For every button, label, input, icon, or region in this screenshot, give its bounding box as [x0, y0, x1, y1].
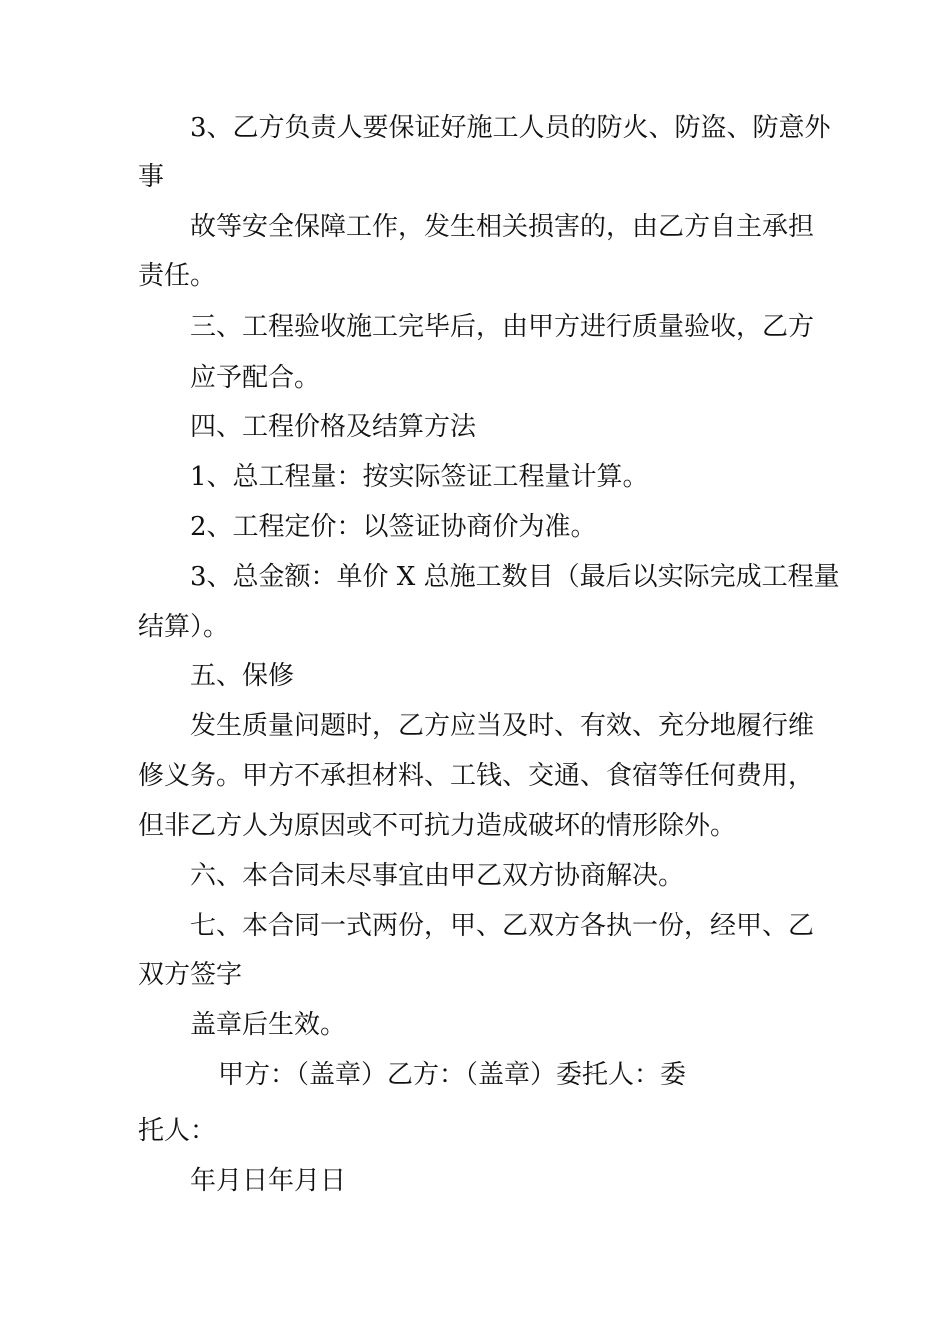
clause-safety-line-3: 故等安全保障工作，发生相关损害的，由乙方自主承担 [190, 212, 815, 242]
clause-safety-line-4: 责任。 [138, 261, 217, 291]
section-acceptance-line-1: 三、工程验收施工完毕后，由甲方进行质量验收，乙方 [190, 312, 815, 342]
warranty-text-line-1: 发生质量问题时，乙方应当及时、有效、充分地履行维 [190, 711, 815, 741]
warranty-text-line-3: 但非乙方人为原因或不可抗力造成破坏的情形除外。 [138, 811, 737, 841]
clause-total-amount-line-1: 3、总金额：单价 X 总施工数目（最后以实际完成工程量 [190, 562, 840, 592]
section-warranty-heading: 五、保修 [190, 661, 295, 691]
signature-date-line: 年月日年月日 [190, 1166, 347, 1196]
section-price-heading: 四、工程价格及结算方法 [190, 412, 477, 442]
section-copies-line-3: 盖章后生效。 [190, 1010, 347, 1040]
signature-parties-line-1: 甲方：（盖章）乙方：（盖章）委托人：委 [218, 1060, 687, 1090]
section-acceptance-line-2: 应予配合。 [190, 363, 321, 393]
signature-parties-line-2: 托人： [138, 1116, 217, 1146]
section-unresolved-matters: 六、本合同未尽事宜由甲乙双方协商解决。 [190, 861, 685, 891]
clause-pricing: 2、工程定价：以签证协商价为准。 [190, 512, 597, 542]
clause-total-quantity: 1、总工程量：按实际签证工程量计算。 [190, 462, 649, 492]
clause-safety-line-1: 3、乙方负责人要保证好施工人员的防火、防盗、防意外 [190, 113, 831, 143]
section-copies-line-2: 双方签字 [138, 960, 243, 990]
clause-total-amount-line-2: 结算）。 [138, 612, 230, 642]
warranty-text-line-2: 修义务。甲方不承担材料、工钱、交通、食宿等任何费用， [138, 761, 815, 791]
section-copies-line-1: 七、本合同一式两份，甲、乙双方各执一份，经甲、乙 [190, 911, 815, 941]
clause-safety-line-2: 事 [138, 162, 165, 192]
